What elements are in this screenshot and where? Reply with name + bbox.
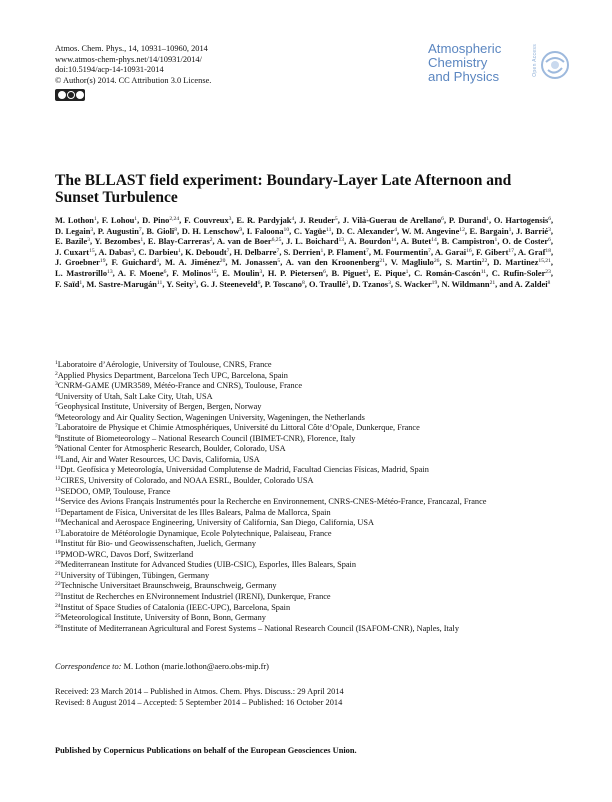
author-name: N. Wildmann$^{21}$ <box>441 279 496 289</box>
author-name: D. Legain$^3$ <box>55 226 94 236</box>
affiliation-item: $^3$CNRM-GAME (UMR3589, Météo-France and CNRS), Toulouse, France <box>55 381 303 391</box>
author-name: A. Bourdon$^{14}$ <box>348 237 397 247</box>
author-name: A. Zaldei$^8$ <box>514 279 551 289</box>
author-name: D. Pino$^{2,24}$ <box>142 216 180 225</box>
author-affiliation-mark: 11 <box>156 279 163 286</box>
author-affiliation-mark: 21 <box>489 279 496 286</box>
author-name: I. Faloona$^{10}$ <box>246 226 290 236</box>
author-name: M. A. Jiménez$^{20}$ <box>165 258 226 268</box>
author-affiliation-mark: 1 <box>320 247 324 254</box>
author-name: B. Campistron$^1$ <box>441 237 498 247</box>
affiliation-item: $^{23}$Institut de Recherches en ENvironnement Industriel (IRENI), Dunkerque, France <box>55 592 331 602</box>
author-affiliation-mark: 3 <box>345 279 349 286</box>
author-name: E. R. Pardyjak$^4$ <box>236 216 295 225</box>
affiliation-item: $^{21}$University of Tübingen, Tübingen, Germany <box>55 570 210 580</box>
author-affiliation-mark: 7 <box>138 226 142 233</box>
affiliation-item: $^1$Laboratoire d’Aérologie, University of Toulouse, CNRS, France <box>55 360 272 369</box>
author-name: G. J. Steeneveld$^6$ <box>200 279 261 289</box>
received-line: Received: 23 March 2014 – Published in Atmos. Chem. Phys. Discuss.: 29 April 2014 <box>55 687 344 696</box>
author-affiliation-mark: 1 <box>486 216 489 222</box>
author-name: W. M. Angevine$^{12}$ <box>401 226 465 236</box>
author-name: O. Traullé$^3$ <box>308 279 349 289</box>
author-affiliation-mark: 26 <box>433 258 440 265</box>
author-name: J. L. Boichard$^{13}$ <box>286 237 345 247</box>
author-affiliation-mark: 3 <box>156 258 160 265</box>
author-affiliation-mark: 5 <box>334 216 338 222</box>
author-name: D. Martinez$^{15,21}$ <box>493 258 551 268</box>
author-affiliation-mark: 6 <box>548 216 551 222</box>
open-access-label: Open Access <box>532 44 538 77</box>
author-name: A. van de Boer$^{6,25}$ <box>216 237 282 247</box>
author-name: A. Dabas$^3$ <box>98 247 135 257</box>
author-affiliation-mark: 7 <box>428 247 431 254</box>
author-affiliation-mark: 4 <box>291 216 295 222</box>
author-affiliation-mark: 13 <box>338 237 345 244</box>
author-affiliation-mark: 1 <box>134 216 138 222</box>
author-affiliation-mark: 1 <box>93 216 97 222</box>
author-name: B. Piguet$^3$ <box>331 268 369 278</box>
author-name: S. Derrien$^1$ <box>283 247 324 257</box>
article-title: The BLLAST field experiment: Boundary-Layer Late Afternoon and Sunset Turbulence <box>55 172 512 206</box>
author-affiliation-mark: 6 <box>257 279 261 286</box>
affiliation-item: $^8$Institute of Biometeorology – National Research Council (IBIMET-CNR), Florence, Italy <box>55 433 356 443</box>
author-affiliation-mark: 14 <box>390 237 397 244</box>
author-name: K. Deboudt$^7$ <box>185 247 230 257</box>
author-name: E. Blay-Carreras$^2$ <box>147 237 213 247</box>
correspondence-contact[interactable]: M. Lothon (marie.lothon@aero.obs-mip.fr) <box>123 662 269 671</box>
affiliation-item: $^{11}$Dpt. Geofísica y Meteorología, Universidad Complutense de Madrid, Facultad Ciencias Físicas, Madrid, Spain <box>55 465 429 475</box>
revised-line: Revised: 8 August 2014 – Accepted: 5 September 2014 – Published: 16 October 2014 <box>55 697 343 707</box>
affiliation-item: $^{24}$Institut of Space Studies of Catalonia (IEEC-UPC), Barcelona, Spain <box>55 602 291 612</box>
affiliation-item: $^{22}$Technische Universitaet Braunschweig, Braunschweig, Germany <box>55 581 277 591</box>
author-affiliation-mark: 21 <box>379 258 385 265</box>
author-affiliation-mark: 3 <box>193 279 197 286</box>
copyright-line: © Author(s) 2014. CC Attribution 3.0 License. <box>55 75 212 85</box>
author-affiliation-mark: 7 <box>226 247 230 254</box>
author-name: M. Sastre-Marugán$^{11}$ <box>86 279 163 289</box>
author-name: P. Durand$^1$ <box>448 216 489 225</box>
author-affiliation-mark: 8 <box>547 279 551 286</box>
author-name: Y. Bezombes$^1$ <box>94 237 144 247</box>
author-name: A. Butet$^{14}$ <box>400 237 437 247</box>
author-affiliation-mark: 3 <box>131 247 135 254</box>
author-affiliation-mark: 1 <box>494 237 498 244</box>
author-name: F. Guichard$^3$ <box>111 258 160 268</box>
affiliation-item: $^7$Laboratoire de Physique et Chimie Atmosphériques, Université du Littoral Côte d’Opale, Dunkerque, France <box>55 423 420 433</box>
author-name: B. Gioli$^8$ <box>146 226 178 236</box>
author-name: J. Cuxart$^{15}$ <box>55 247 95 257</box>
affiliation-list <box>55 360 555 634</box>
author-name: A. van den Kroonenberg$^{21}$ <box>285 258 385 268</box>
author-name: E. Bazile$^3$ <box>55 237 91 247</box>
journal-reference: Atmos. Chem. Phys., 14, 10931–10960, 2014 <box>55 44 208 53</box>
egu-globe-icon <box>540 50 570 80</box>
author-name: F. Couvreux$^3$ <box>184 216 232 225</box>
author-affiliation-mark: 19 <box>99 258 106 265</box>
affiliation-item: $^{20}$Mediterranean Institute for Advanced Studies (UIB-CSIC), Esporles, Illes Balears, Spain <box>55 560 356 570</box>
affiliation-item: $^9$National Center for Atmospheric Research, Boulder, Colorado, USA <box>55 444 286 454</box>
affiliation-item: $^{15}$Departament de Física, Universitat de les Illes Balears, Palma de Mallorca, Spain <box>55 507 331 517</box>
author-affiliation-mark: 3 <box>365 268 369 275</box>
article-header <box>55 44 211 105</box>
author-name: F. Saïd$^1$ <box>55 279 83 289</box>
author-name: V. Magliulo$^{26}$ <box>390 258 440 268</box>
author-affiliation-mark: 20 <box>219 258 226 265</box>
author-name: D. C. Alexander$^4$ <box>336 226 397 236</box>
author-name: O. de Coster$^6$ <box>502 237 551 247</box>
author-affiliation-mark: 14 <box>431 237 437 244</box>
author-name: D. H. Lenschow$^9$ <box>181 226 243 236</box>
affiliation-item: $^5$Geophysical Institute, University of Bergen, Bergen, Norway <box>55 402 262 412</box>
journal-name: Atmospheric Chemistry and Physics <box>428 41 502 85</box>
affiliation-item: $^{17}$Laboratoire de Météorologie Dynamique, Ecole Polytechnique, Palaiseau, France <box>55 528 332 538</box>
article-url[interactable]: www.atmos-chem-phys.net/14/10931/2014/ <box>55 54 202 64</box>
author-name: F. Molinos$^{15}$ <box>172 268 217 278</box>
author-affiliation-mark: 6 <box>441 216 444 222</box>
author-name: J. Vilà-Guerau de Arellano$^6$ <box>342 216 444 225</box>
author-name: M. Lothon$^1$ <box>55 216 97 225</box>
correspondence-line <box>55 662 269 671</box>
affiliation-item: $^{18}$Institut für Bio- und Geowissenschaften, Juelich, Germany <box>55 539 256 549</box>
affiliation-item: $^{12}$CIRES, University of Colorado, and NOAA ESRL, Boulder, Colorado USA <box>55 476 314 486</box>
affiliation-item: $^{16}$Mechanical and Aerospace Engineering, University of California, San Diego, California, USA <box>55 518 374 528</box>
author-affiliation-mark: 1 <box>405 268 409 275</box>
author-name: F. Lohou$^1$ <box>101 216 138 225</box>
author-affiliation-mark: 7 <box>366 247 369 254</box>
author-name: H. Delbarre$^7$ <box>233 247 280 257</box>
author-name: A. Graf$^{18}$ <box>517 247 551 257</box>
affiliation-item: $^{26}$Institute of Mediterranean Agricultural and Forest Systems – National Research Council (ISAFOM-CNR), Naples, Italy <box>55 623 459 633</box>
author-name: C. Rufin-Soler$^{23}$ <box>491 268 551 278</box>
author-name: J. Groebner$^{19}$ <box>55 258 106 268</box>
author-name: S. Wacker$^{19}$ <box>395 279 438 289</box>
author-name: P. Flament$^7$ <box>327 247 369 257</box>
creative-commons-icon <box>55 89 85 101</box>
author-affiliation-mark: 3 <box>388 279 391 286</box>
author-affiliation-mark: 3 <box>90 226 94 233</box>
author-affiliation-mark: 7 <box>276 247 280 254</box>
publication-dates <box>55 687 344 709</box>
affiliation-item: $^{14}$Service des Avions Français Instrumentés pour la Recherche en Environnement, CNRS-CNES-Météo-France, Francazal, France <box>55 497 487 507</box>
author-name: J. Reuder$^5$ <box>299 216 338 225</box>
article-doi[interactable]: doi:10.5194/acp-14-10931-2014 <box>55 65 164 75</box>
author-affiliation-mark: 6 <box>548 237 551 244</box>
author-name: O. Hartogensis$^6$ <box>493 216 551 225</box>
affiliation-item: $^4$University of Utah, Salt Lake City, Utah, USA <box>55 391 213 401</box>
author-affiliation-mark: 22 <box>481 258 488 265</box>
author-affiliation-mark: 4 <box>394 226 397 233</box>
author-name: C. Darbieu$^1$ <box>138 247 181 257</box>
author-affiliation-mark: 15 <box>89 247 95 254</box>
author-name: E. Bargain$^1$ <box>469 226 512 236</box>
author-name: C. Román-Cascón$^{11}$ <box>414 268 487 278</box>
author-affiliation-mark: 23 <box>545 268 551 275</box>
author-affiliation-mark: 3 <box>548 226 551 233</box>
author-affiliation-mark: 1 <box>140 237 144 244</box>
publisher-footer: Published by Copernicus Publications on behalf of the European Geosciences Union. <box>55 746 357 755</box>
author-affiliation-mark: 13 <box>107 268 113 275</box>
author-affiliation-mark: 1 <box>79 279 83 286</box>
author-affiliation-mark: 12 <box>459 226 465 233</box>
author-affiliation-mark: 3 <box>259 268 263 275</box>
author-name: P. Augustin$^7$ <box>97 226 142 236</box>
author-list: M. Lothon$^1$, F. Lohou$^1$, D. Pino$^{2,24}$, F. Couvreux$^3$, E. R. Pardyjak$^4$, J. Reuder$^5$, J. Vilà-Guerau de Arellano$^6$, P. Durand$^1$, O. Hartogensis$^6$, D. Legain$^3$, P. Augustin$^7$, B. Gioli$^8$, D. H. Lenschow$^9$, I. Faloona$^{10}$, C. Yagüe$^{11}$, D. C. Alexander$^4$, W. M. Angevine$^{12}$, E. Bargain$^1$, J. Barrié$^3$, E. Bazile$^3$, Y. Bezombes$^1$, E. Blay-Carreras$^2$, A. van de Boer$^{6,25}$, J. L. Boichard$^{13}$, A. Bourdon$^{14}$, A. Butet$^{14}$, B. Campistron$^1$, O. de Coster$^6$, J. Cuxart$^{15}$, A. Dabas$^3$, C. Darbieu$^1$, K. Deboudt$^7$, H. Delbarre$^7$, S. Derrien$^1$, P. Flament$^7$, M. Fourmentin$^7$, A. Garai$^{16}$, F. Gibert$^{17}$, A. Graf$^{18}$, J. Groebner$^{19}$, F. Guichard$^3$, M. A. Jiménez$^{20}$, M. Jonassen$^5$, A. van den Kroonenberg$^{21}$, V. Magliulo$^{26}$, S. Martin$^{22}$, D. Martinez$^{15,21}$, L. Mastrorillo$^{13}$, A. F. Moene$^6$, F. Molinos$^{15}$, E. Moulin$^3$, H. P. Pietersen$^6$, B. Piguet$^3$, E. Pique$^1$, C. Román-Cascón$^{11}$, C. Rufin-Soler$^{23}$, F. Saïd$^1$, M. Sastre-Marugán$^{11}$, Y. Seity$^3$, G. J. Steeneveld$^6$, P. Toscano$^8$, O. Traullé$^3$, D. Tzanos$^3$, S. Wacker$^{19}$, N. Wildmann$^{21}$, and A. Zaldei$^8$ <box>55 216 554 289</box>
author-affiliation-mark: 11 <box>480 268 487 275</box>
author-name: M. Fourmentin$^7$ <box>373 247 431 257</box>
affiliation-item: $^{25}$Meteorological Institute, University of Bonn, Bonn, Germany <box>55 613 266 623</box>
author-affiliation-mark: 1 <box>178 247 181 254</box>
author-name: J. Barrié$^3$ <box>516 226 551 236</box>
author-affiliation-mark: 15 <box>210 268 217 275</box>
author-affiliation-mark: 11 <box>326 226 332 233</box>
author-affiliation-mark: 10 <box>283 226 290 233</box>
author-affiliation-mark: 9 <box>239 226 243 233</box>
author-affiliation-mark: 6,25 <box>271 237 282 244</box>
author-affiliation-mark: 2 <box>209 237 213 244</box>
author-name: M. Jonassen$^5$ <box>231 258 281 268</box>
author-name: E. Moulin$^3$ <box>222 268 263 278</box>
author-affiliation-mark: 3 <box>228 216 232 222</box>
author-name: Y. Seity$^3$ <box>166 279 197 289</box>
author-affiliation-mark: 3 <box>87 237 91 244</box>
author-affiliation-mark: 19 <box>431 279 438 286</box>
author-name: F. Gibert$^{17}$ <box>476 247 514 257</box>
correspondence-label: Correspondence to: <box>55 662 122 671</box>
author-name: A. F. Moene$^6$ <box>117 268 167 278</box>
author-name: A. Garai$^{16}$ <box>434 247 472 257</box>
author-name: E. Pique$^1$ <box>373 268 409 278</box>
author-affiliation-mark: 1 <box>508 226 512 233</box>
author-name: L. Mastrorillo$^{13}$ <box>55 268 113 278</box>
author-name: D. Tzanos$^3$ <box>352 279 391 289</box>
author-affiliation-mark: 15,21 <box>538 258 551 265</box>
affiliation-item: $^{19}$PMOD-WRC, Davos Dorf, Switzerland <box>55 549 194 559</box>
author-name: C. Yagüe$^{11}$ <box>293 226 332 236</box>
affiliation-item: $^{13}$SEDOO, OMP, Toulouse, France <box>55 486 171 496</box>
author-affiliation-mark: 8 <box>301 279 305 286</box>
affiliation-item: $^6$Meteorology and Air Quality Section, Wageningen University, Wageningen, the Netherlands <box>55 412 365 422</box>
author-affiliation-mark: 17 <box>508 247 514 254</box>
journal-masthead <box>428 42 568 102</box>
author-affiliation-mark: 16 <box>466 247 472 254</box>
author-affiliation-mark: 18 <box>545 247 551 254</box>
author-affiliation-mark: 6 <box>323 268 326 275</box>
affiliation-item: $^2$Applied Physics Department, Barcelona Tech UPC, Barcelona, Spain <box>55 370 288 380</box>
author-name: P. Toscano$^8$ <box>264 279 305 289</box>
author-name: S. Martin$^{22}$ <box>445 258 488 268</box>
author-affiliation-mark: 8 <box>174 226 178 233</box>
affiliation-item: $^{10}$Land, Air and Water Resources, UC Davis, California, USA <box>55 454 260 464</box>
author-affiliation-mark: 6 <box>163 268 167 275</box>
author-affiliation-mark: 5 <box>277 258 281 265</box>
author-affiliation-mark: 2,24 <box>169 216 180 222</box>
author-name: H. P. Pietersen$^6$ <box>267 268 326 278</box>
